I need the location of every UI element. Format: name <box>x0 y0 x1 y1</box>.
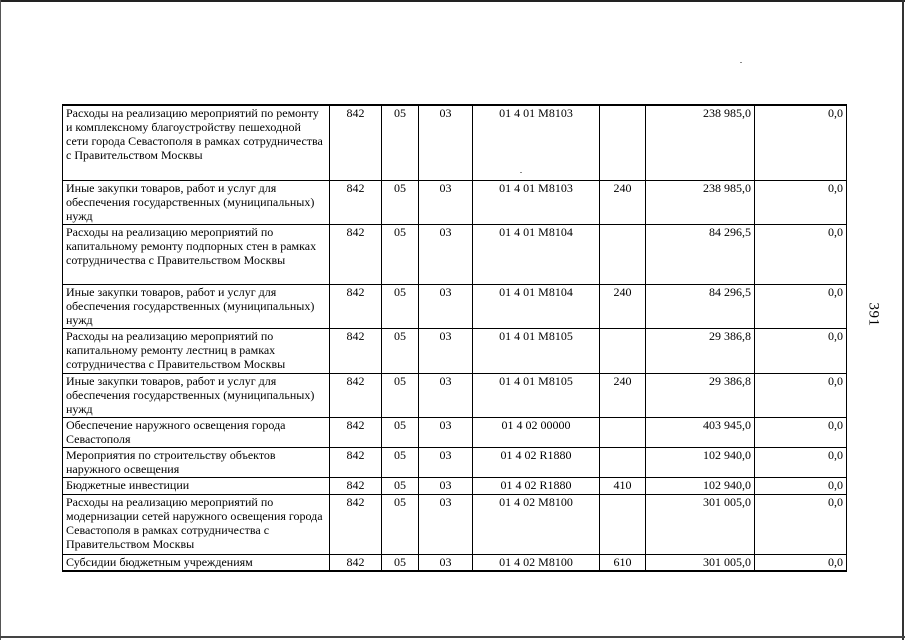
row-subsection-code-cell: 03 <box>419 494 473 554</box>
row-expense-type-cell: 410 <box>600 477 646 494</box>
table-row <box>63 224 847 284</box>
row-target-article-cell: 01 4 01 M8104 <box>473 224 600 284</box>
row-gr-code-cell: 842 <box>330 494 382 554</box>
row-gr-code-cell: 842 <box>330 554 382 571</box>
row-amount-cell: 301 005,0 <box>646 494 755 554</box>
table-row <box>63 477 847 494</box>
table-row <box>63 180 847 224</box>
row-target-article-cell: 01 4 02 R1880 <box>473 447 600 477</box>
scan-border-right <box>902 0 904 640</box>
budget-table-body <box>63 105 847 571</box>
table-row <box>63 447 847 477</box>
row-section-code-cell: 05 <box>382 105 419 180</box>
row-expense-type-cell: 240 <box>600 284 646 328</box>
row-expense-type-cell <box>600 447 646 477</box>
row-target-article-cell: 01 4 02 M8100 <box>473 494 600 554</box>
row-section-code-cell: 05 <box>382 224 419 284</box>
row-subsection-code-cell: 03 <box>419 554 473 571</box>
row-name-cell: Иные закупки товаров, работ и услуг для обеспечения государственных (муниципальных) нужд <box>63 373 330 417</box>
row-gr-code-cell: 842 <box>330 224 382 284</box>
row-section-code-cell: 05 <box>382 447 419 477</box>
row-section-code-cell: 05 <box>382 494 419 554</box>
row-target-article-cell: 01 4 01 M8103 <box>473 180 600 224</box>
row-amount-cell: 84 296,5 <box>646 284 755 328</box>
row-expense-type-cell: 240 <box>600 373 646 417</box>
row-subsection-code-cell: 03 <box>419 328 473 373</box>
row-amount-cell: 102 940,0 <box>646 477 755 494</box>
row-value-cell: 0,0 <box>755 328 847 373</box>
row-amount-cell: 84 296,5 <box>646 224 755 284</box>
row-section-code-cell: 05 <box>382 284 419 328</box>
scan-speck <box>740 62 742 63</box>
row-section-code-cell: 05 <box>382 373 419 417</box>
row-subsection-code-cell: 03 <box>419 477 473 494</box>
row-target-article-cell: 01 4 02 00000 <box>473 417 600 447</box>
row-name-cell: Расходы на реализацию мероприятий по ремонту и комплексному благоустройству пешеходной сети города Севастополя в рамках сотрудничества с Правительством Москвы <box>63 105 330 180</box>
row-amount-cell: 403 945,0 <box>646 417 755 447</box>
row-subsection-code-cell: 03 <box>419 417 473 447</box>
row-amount-cell: 301 005,0 <box>646 554 755 571</box>
row-amount-cell: 29 386,8 <box>646 373 755 417</box>
table-row <box>63 373 847 417</box>
row-value-cell: 0,0 <box>755 494 847 554</box>
row-name-cell: Расходы на реализацию мероприятий по модернизации сетей наружного освещения города Севастополя в рамках сотрудничества с Правительством Москвы <box>63 494 330 554</box>
row-name-cell: Бюджетные инвестиции <box>63 477 330 494</box>
row-name-cell: Субсидии бюджетным учреждениям <box>63 554 330 571</box>
row-expense-type-cell <box>600 224 646 284</box>
row-subsection-code-cell: 03 <box>419 284 473 328</box>
row-name-cell: Мероприятия по строительству объектов наружного освещения <box>63 447 330 477</box>
row-subsection-code-cell: 03 <box>419 180 473 224</box>
row-expense-type-cell <box>600 328 646 373</box>
row-value-cell: 0,0 <box>755 417 847 447</box>
row-name-cell: Иные закупки товаров, работ и услуг для обеспечения государственных (муниципальных) нужд <box>63 180 330 224</box>
row-subsection-code-cell: 03 <box>419 447 473 477</box>
row-target-article-cell: 01 4 02 M8100 <box>473 554 600 571</box>
row-section-code-cell: 05 <box>382 554 419 571</box>
row-subsection-code-cell: 03 <box>419 373 473 417</box>
table-row <box>63 554 847 571</box>
row-name-cell: Иные закупки товаров, работ и услуг для обеспечения государственных (муниципальных) нужд <box>63 284 330 328</box>
row-expense-type-cell <box>600 417 646 447</box>
row-subsection-code-cell: 03 <box>419 224 473 284</box>
row-section-code-cell: 05 <box>382 477 419 494</box>
scan-border-top <box>0 0 905 2</box>
row-target-article-cell: 01 4 01 M8104 <box>473 284 600 328</box>
row-section-code-cell: 05 <box>382 417 419 447</box>
row-gr-code-cell: 842 <box>330 180 382 224</box>
budget-table <box>62 104 847 572</box>
table-row <box>63 284 847 328</box>
page-number: 391 <box>865 302 882 327</box>
row-value-cell: 0,0 <box>755 554 847 571</box>
row-section-code-cell: 05 <box>382 328 419 373</box>
row-expense-type-cell: 240 <box>600 180 646 224</box>
row-gr-code-cell: 842 <box>330 447 382 477</box>
table-row <box>63 494 847 554</box>
row-expense-type-cell <box>600 105 646 180</box>
row-target-article-cell: 01 4 01 M8105 <box>473 328 600 373</box>
row-amount-cell: 238 985,0 <box>646 105 755 180</box>
row-gr-code-cell: 842 <box>330 417 382 447</box>
row-subsection-code-cell: 03 <box>419 105 473 180</box>
row-section-code-cell: 05 <box>382 180 419 224</box>
row-value-cell: 0,0 <box>755 447 847 477</box>
row-gr-code-cell: 842 <box>330 477 382 494</box>
scan-border-bottom <box>0 636 905 638</box>
row-target-article-cell: 01 4 01 M8103 <box>473 105 600 180</box>
row-amount-cell: 102 940,0 <box>646 447 755 477</box>
row-name-cell: Обеспечение наружного освещения города Севастополя <box>63 417 330 447</box>
row-value-cell: 0,0 <box>755 373 847 417</box>
row-amount-cell: 238 985,0 <box>646 180 755 224</box>
row-name-cell: Расходы на реализацию мероприятий по капитальному ремонту лестниц в рамках сотрудничества с Правительством Москвы <box>63 328 330 373</box>
row-amount-cell: 29 386,8 <box>646 328 755 373</box>
table-row <box>63 105 847 180</box>
row-value-cell: 0,0 <box>755 105 847 180</box>
row-gr-code-cell: 842 <box>330 373 382 417</box>
row-expense-type-cell: 610 <box>600 554 646 571</box>
row-gr-code-cell: 842 <box>330 284 382 328</box>
scan-border-left <box>0 0 1 640</box>
row-target-article-cell: 01 4 01 M8105 <box>473 373 600 417</box>
row-target-article-cell: 01 4 02 R1880 <box>473 477 600 494</box>
row-gr-code-cell: 842 <box>330 328 382 373</box>
row-value-cell: 0,0 <box>755 180 847 224</box>
table-row <box>63 328 847 373</box>
row-value-cell: 0,0 <box>755 224 847 284</box>
row-value-cell: 0,0 <box>755 284 847 328</box>
table-row <box>63 417 847 447</box>
row-gr-code-cell: 842 <box>330 105 382 180</box>
row-expense-type-cell <box>600 494 646 554</box>
row-value-cell: 0,0 <box>755 477 847 494</box>
row-name-cell: Расходы на реализацию мероприятий по капитальному ремонту подпорных стен в рамках сотрудничества с Правительством Москвы <box>63 224 330 284</box>
